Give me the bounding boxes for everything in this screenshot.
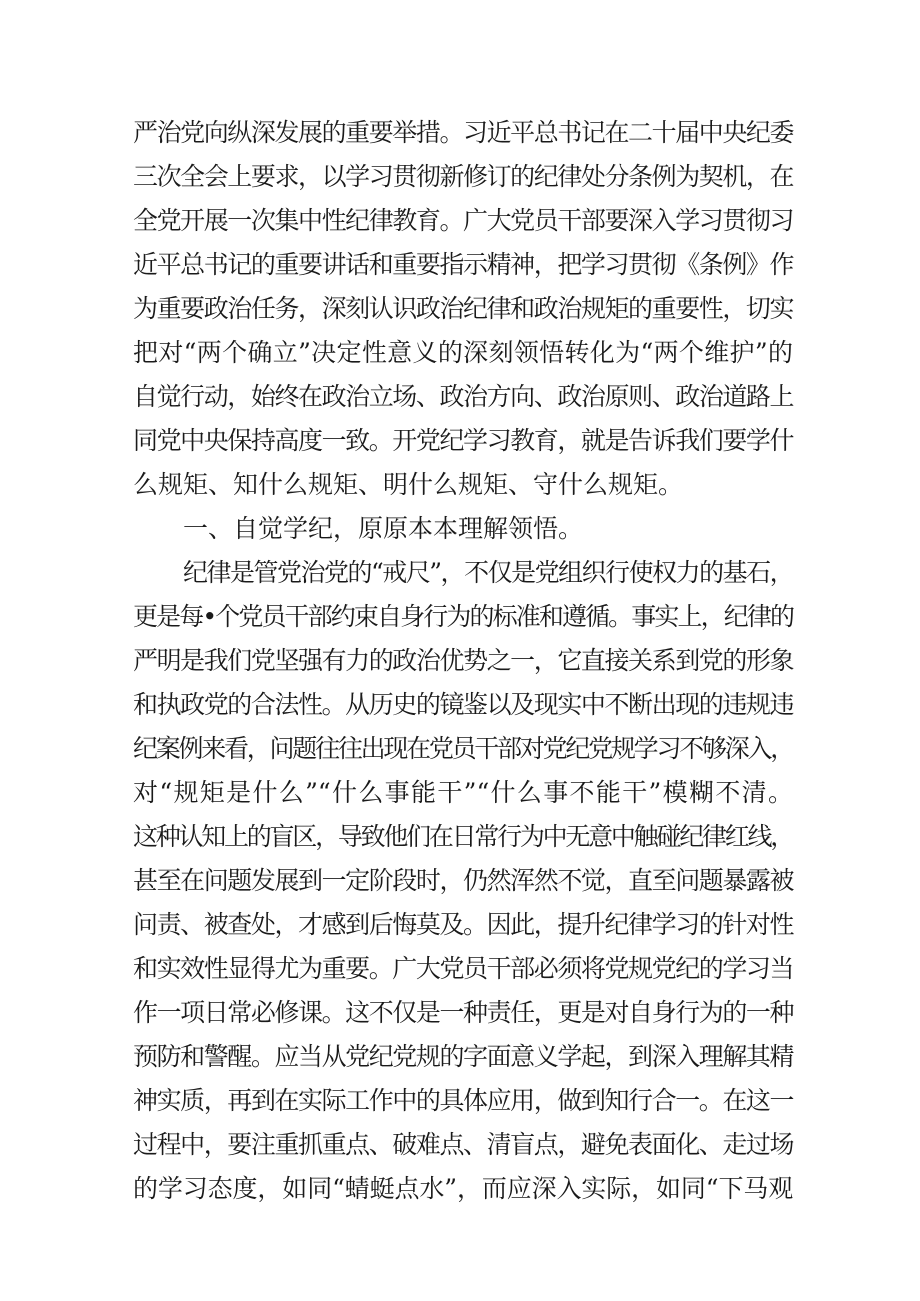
body-text-line: 作一项日常必修课。这不仅是一种责任，更是对自身行为的一种 — [133, 998, 793, 1027]
section-heading: 一、自觉学纪，原原本本理解领悟。 — [183, 514, 584, 543]
body-text-line: 和实效性显得尤为重要。广大党员干部必须将党规党纪的学习当 — [133, 954, 793, 983]
body-text-line: 么规矩、知什么规矩、明什么规矩、守什么规矩。 — [133, 470, 684, 499]
body-text-line: 全党开展一次集中性纪律教育。广大党员干部要深入学习贯彻习 — [133, 206, 793, 235]
body-text-line: 纪律是管党治党的“戒尺”，不仅是党组织行使权力的基石， — [183, 558, 794, 587]
body-text-line: 严明是我们党坚强有力的政治优势之一，它直接关系到党的形象 — [133, 646, 793, 675]
body-text-line: 的学习态度，如同“蜻蜓点水”，而应深入实际，如同“下马观 — [133, 1174, 793, 1203]
body-text-line: 自觉行动，始终在政治立场、政治方向、政治原则、政治道路上 — [133, 382, 793, 411]
body-text-line: 为重要政治任务，深刻认识政治纪律和政治规矩的重要性，切实 — [133, 294, 793, 323]
body-text-line: 同党中央保持高度一致。开党纪学习教育，就是告诉我们要学什 — [133, 426, 793, 455]
body-text-line: 和执政党的合法性。从历史的镜鉴以及现实中不断出现的违规违 — [133, 690, 793, 719]
body-text-line: 严治党向纵深发展的重要举措。习近平总书记在二十届中央纪委 — [133, 118, 793, 147]
body-text-line: 近平总书记的重要讲话和重要指示精神，把学习贯彻《条例》作 — [133, 250, 793, 279]
body-text-line: 甚至在问题发展到一定阶段时，仍然浑然不觉，直至问题暴露被 — [133, 866, 793, 895]
body-text-line: 预防和警醒。应当从党纪党规的字面意义学起，到深入理解其精 — [133, 1042, 793, 1071]
body-text-line: 更是每•个党员干部约束自身行为的标准和遵循。事实上，纪律的 — [133, 602, 793, 631]
body-text-line: 神实质，再到在实际工作中的具体应用，做到知行合一。在这一 — [133, 1086, 793, 1115]
body-text-line: 过程中，要注重抓重点、破难点、清盲点，避免表面化、走过场 — [133, 1130, 793, 1159]
body-text-line: 把对“两个确立”决定性意义的深刻领悟转化为“两个维护”的 — [133, 338, 793, 367]
body-text-line: 对“规矩是什么”“什么事能干”“什么事不能干”模糊不清。 — [133, 778, 793, 807]
body-text-line: 三次全会上要求，以学习贯彻新修订的纪律处分条例为契机，在 — [133, 162, 793, 191]
body-text-line: 纪案例来看，问题往往出现在党员干部对党纪党规学习不够深入， — [133, 734, 793, 763]
body-text-line: 这种认知上的盲区，导致他们在日常行为中无意中触碰纪律红线， — [133, 822, 793, 851]
body-text-line: 问责、被查处，才感到后悔莫及。因此，提升纪律学习的针对性 — [133, 910, 793, 939]
